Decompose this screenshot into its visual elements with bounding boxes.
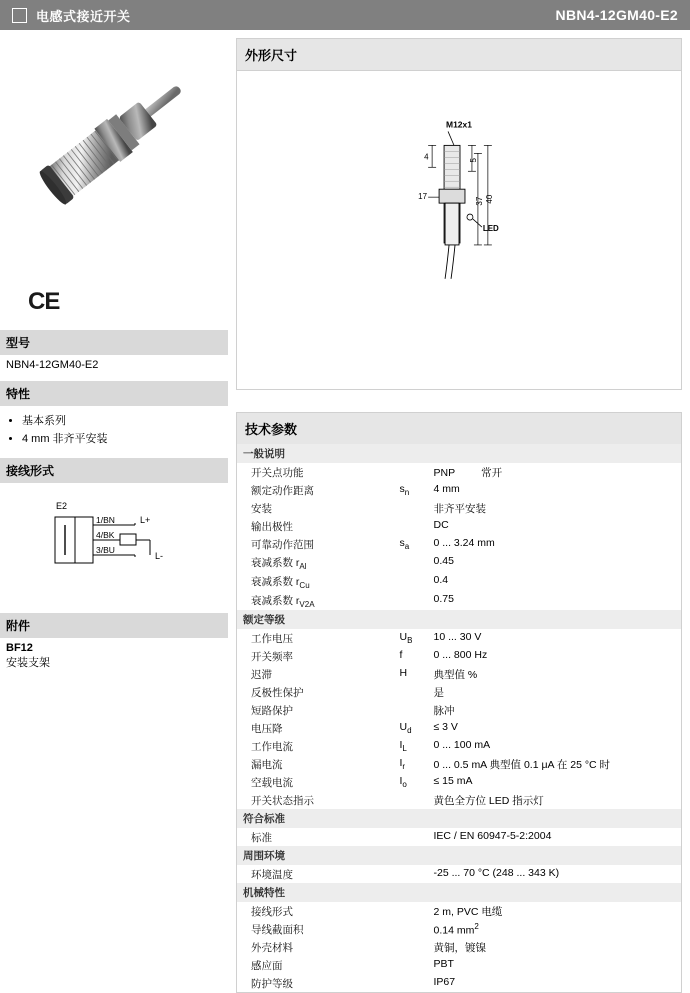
spec-symbol: $I_o$ xyxy=(399,774,407,789)
spec-symbol xyxy=(397,865,431,883)
spec-group-label: 一般说明 xyxy=(237,444,682,463)
spec-label: 开关状态指示 xyxy=(251,794,314,807)
accessory-section-bar: 附件 xyxy=(0,613,228,638)
spec-label: 电压降 xyxy=(251,722,283,735)
spec-value: IEC / EN 60947-5-2:2004 xyxy=(433,829,552,842)
table-row xyxy=(237,665,682,683)
spec-label: 开关频率 xyxy=(251,650,293,663)
table-row xyxy=(237,591,682,610)
table-row xyxy=(237,719,682,737)
table-row xyxy=(237,629,682,647)
svg-text:5: 5 xyxy=(468,158,478,163)
model-value: NBN4-12GM40-E2 xyxy=(6,359,99,371)
spec-label: 可靠动作范围 xyxy=(251,538,314,551)
spec-value: 0.14 $mm^2$ xyxy=(433,921,479,937)
spec-value: -25 ... 70 °C (248 ... 343 K) xyxy=(433,866,560,879)
spec-group-header xyxy=(237,444,682,463)
spec-label: 工作电压 xyxy=(251,632,293,645)
left-column xyxy=(0,30,228,680)
spec-label: 接线形式 xyxy=(251,905,293,918)
accessory-block xyxy=(0,638,228,680)
spec-value: ≤ 15 mA xyxy=(433,774,473,787)
spec-value: PBT xyxy=(433,957,454,970)
svg-text:M12x1: M12x1 xyxy=(446,119,472,130)
table-row xyxy=(237,902,682,920)
spec-symbol xyxy=(397,920,431,938)
svg-text:E2: E2 xyxy=(56,501,68,511)
spec-label: 导线截面积 xyxy=(251,923,304,936)
spec-symbol: $U_d$ xyxy=(399,720,412,735)
dimensions-drawing xyxy=(236,70,682,390)
spec-value: 非齐平安装 xyxy=(433,502,486,515)
spec-label: 空载电流 xyxy=(251,776,293,789)
spec-symbol: $I_L$ xyxy=(399,738,407,753)
page-title: 电感式接近开关 xyxy=(36,8,131,24)
spec-symbol xyxy=(397,683,431,701)
spec-label: 反极性保护 xyxy=(251,686,304,699)
spec-value: 0 ... 100 mA xyxy=(433,738,491,751)
spec-value: PNP 常开 xyxy=(433,466,503,479)
table-row xyxy=(237,956,682,974)
table-row xyxy=(237,865,682,883)
spec-value: 0.45 xyxy=(433,554,454,567)
spec-label: 工作电流 xyxy=(251,740,293,753)
spec-value: 4 mm xyxy=(433,482,460,495)
spec-value: 0 ... 800 Hz xyxy=(433,648,488,661)
spec-symbol xyxy=(397,938,431,956)
spec-value: 是 xyxy=(433,686,444,699)
list-item: • 4 mm 非齐平安装 xyxy=(22,430,222,446)
table-row xyxy=(237,463,682,481)
spec-value: 0 ... 3.24 mm xyxy=(433,536,495,549)
table-row xyxy=(237,701,682,719)
table-row xyxy=(237,920,682,938)
spec-symbol: $U_B$ xyxy=(399,630,413,645)
spec-label: 衰减系数 $r_{V2A}$ xyxy=(251,594,315,609)
spec-symbol xyxy=(397,553,431,572)
spec-label: 衰减系数 $r_{Cu}$ xyxy=(251,575,310,590)
spec-group-header xyxy=(237,883,682,902)
table-row xyxy=(237,773,682,791)
spec-group-label: 额定等级 xyxy=(237,610,682,629)
spec-symbol xyxy=(397,974,431,993)
svg-text:40: 40 xyxy=(484,194,494,204)
spec-value: 2 m, PVC 电缆 xyxy=(433,905,503,918)
table-row xyxy=(237,737,682,755)
spec-group-header xyxy=(237,846,682,865)
spec-label: 衰减系数 $r_{Al}$ xyxy=(251,556,307,571)
model-section-bar: 型号 xyxy=(0,330,228,355)
features-list xyxy=(0,406,228,458)
header-model-number: NBN4-12GM40-E2 xyxy=(555,7,678,23)
features-section-bar: 特性 xyxy=(0,381,228,406)
spec-label: 短路保护 xyxy=(251,704,293,717)
svg-text:4/BK: 4/BK xyxy=(96,530,115,540)
spec-label: 迟滞 xyxy=(251,668,272,681)
spec-symbol xyxy=(397,572,431,591)
accessory-name: BF12 xyxy=(6,642,33,654)
spec-label: 安装 xyxy=(251,502,272,515)
spec-label: 感应面 xyxy=(251,959,283,972)
dimensions-title: 外形尺寸 xyxy=(236,38,682,70)
table-row xyxy=(237,828,682,846)
list-item: • 基本系列 xyxy=(22,412,222,428)
svg-text:3/BU: 3/BU xyxy=(96,545,115,555)
spec-label: 外壳材料 xyxy=(251,941,293,954)
spec-symbol xyxy=(397,902,431,920)
table-row xyxy=(237,683,682,701)
spec-value: 典型值 % xyxy=(433,668,478,681)
spec-symbol xyxy=(397,463,431,481)
spec-group-header xyxy=(237,809,682,828)
table-row xyxy=(237,974,682,993)
table-row xyxy=(237,791,682,809)
spec-symbol: H xyxy=(399,666,408,679)
table-row xyxy=(237,755,682,773)
spec-value: 10 ... 30 V xyxy=(433,630,482,643)
spec-symbol: $I_r$ xyxy=(399,756,406,771)
spec-label: 额定动作距离 xyxy=(251,484,314,497)
spec-group-header xyxy=(237,610,682,629)
svg-text:L-: L- xyxy=(155,551,164,561)
spec-value: 脉冲 xyxy=(433,704,455,717)
svg-text:1/BN: 1/BN xyxy=(96,515,115,525)
spec-group-label: 符合标准 xyxy=(237,809,682,828)
square-logo-icon xyxy=(12,8,27,23)
table-row xyxy=(237,499,682,517)
accessory-desc: 安装支架 xyxy=(6,657,50,669)
wiring-diagram xyxy=(0,487,228,607)
table-row xyxy=(237,938,682,956)
svg-text:37: 37 xyxy=(474,196,484,206)
spec-label: 标准 xyxy=(251,831,272,844)
product-photo xyxy=(0,30,228,330)
ce-mark: CE xyxy=(28,288,60,315)
spec-label: 漏电流 xyxy=(251,758,283,771)
sensor-image xyxy=(22,58,202,238)
specs-section xyxy=(236,412,682,993)
spec-symbol: f xyxy=(399,648,403,661)
spec-value: 黄色全方位 LED 指示灯 xyxy=(433,794,544,807)
wiring-section-bar: 接线形式 xyxy=(0,458,228,483)
spec-value: 黄铜，镀镍 xyxy=(433,941,486,954)
table-row xyxy=(237,517,682,535)
spec-symbol xyxy=(397,591,431,610)
spec-symbol xyxy=(397,499,431,517)
svg-text:4: 4 xyxy=(424,152,429,162)
table-row xyxy=(237,535,682,553)
spec-value: 0.4 xyxy=(433,573,449,586)
spec-symbol xyxy=(397,828,431,846)
spec-symbol xyxy=(397,517,431,535)
spec-symbol: $s_a$ xyxy=(399,536,410,551)
spec-symbol: $s_n$ xyxy=(399,482,410,497)
right-column xyxy=(228,30,690,993)
svg-text:LED: LED xyxy=(482,223,499,233)
spec-symbol xyxy=(397,701,431,719)
spec-label: 防护等级 xyxy=(251,977,293,990)
table-row xyxy=(237,572,682,591)
spec-value: IP67 xyxy=(433,975,456,988)
spec-value: DC xyxy=(433,518,449,531)
spec-label: 输出极性 xyxy=(251,520,293,533)
spec-symbol xyxy=(397,791,431,809)
table-row xyxy=(237,647,682,665)
svg-text:17: 17 xyxy=(418,192,428,202)
page-body xyxy=(0,30,690,990)
spec-value: 0 ... 0.5 mA 典型值 0.1 μA 在 25 °C 时 xyxy=(433,758,611,771)
spec-label: 开关点功能 xyxy=(251,466,304,479)
spec-group-label: 周围环境 xyxy=(237,846,682,865)
spec-symbol xyxy=(397,956,431,974)
table-row xyxy=(237,553,682,572)
page-header xyxy=(0,0,690,30)
spec-group-label: 机械特性 xyxy=(237,883,682,902)
spec-value: 0.75 xyxy=(433,592,454,605)
svg-text:L+: L+ xyxy=(140,515,151,525)
specs-title: 技术参数 xyxy=(236,412,682,444)
spec-value: ≤ 3 V xyxy=(433,720,458,733)
spec-label: 环境温度 xyxy=(251,868,293,881)
specs-table xyxy=(236,444,682,993)
table-row xyxy=(237,481,682,499)
